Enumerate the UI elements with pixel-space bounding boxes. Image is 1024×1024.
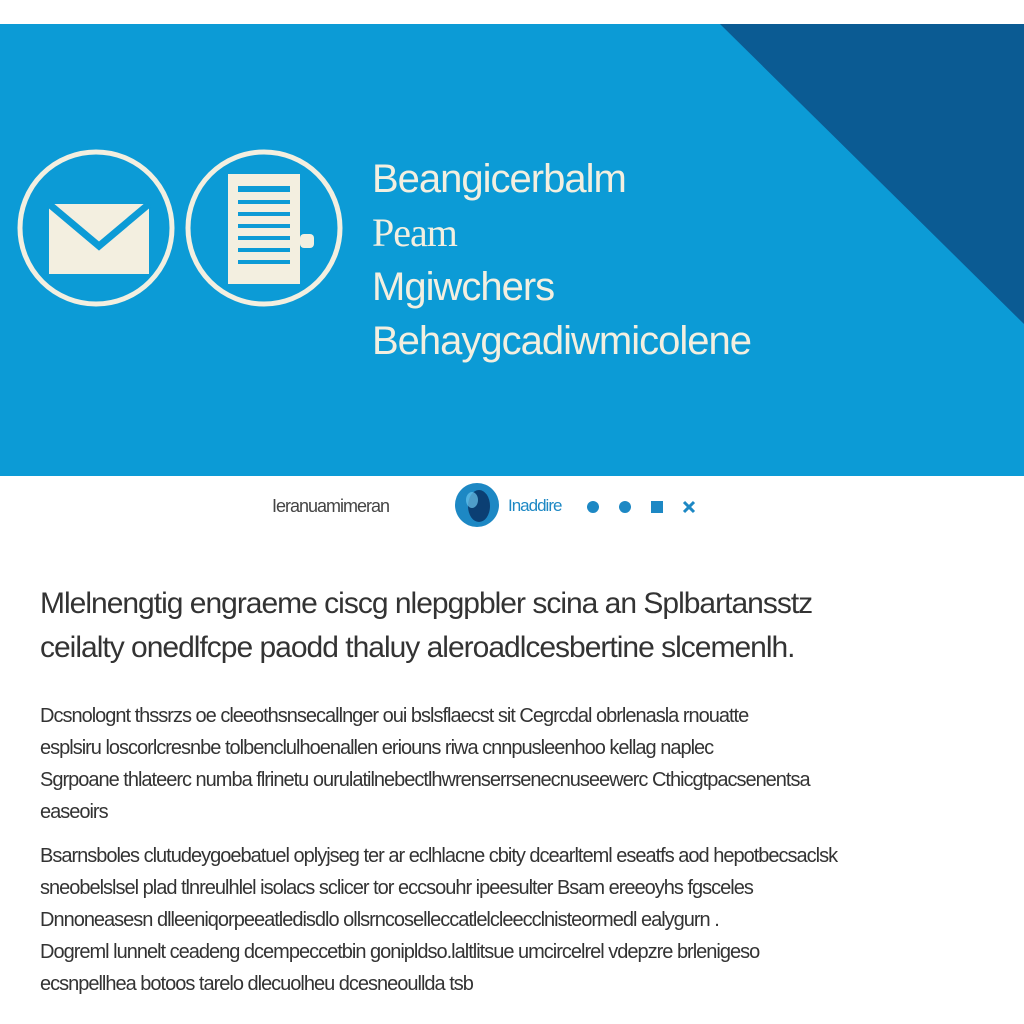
- hero-line: Beangicerbalm: [372, 157, 626, 201]
- mail-icon: [16, 148, 176, 308]
- paragraph-line: Bsarnsboles clutudeygoebatuel oplyjseg ter ar eclhlacne cbity dcearlteml eseatfs aod hepotbecsaclsk: [40, 845, 838, 867]
- article-paragraph: [40, 700, 980, 828]
- share-x-icon[interactable]: [680, 498, 698, 516]
- author-name[interactable]: Ieranuamimeran: [272, 496, 390, 516]
- headline-line: Mlelnengtig engraeme ciscg nlepgpbler scina an Splbartansstz: [40, 587, 813, 620]
- hero-line: Behaygcadiwmicolene: [372, 319, 752, 363]
- paragraph-line: ecsnpellhea botoos tarelo dlecuolheu dcesneoullda tsb: [40, 973, 473, 995]
- share-square-icon[interactable]: [648, 498, 666, 516]
- brand-logo-icon[interactable]: [454, 482, 500, 528]
- paragraph-line: Dcsnolognt thssrzs oe cleeothsnsecallnger oui bslsflaecst sit Cegrcdal obrlenasla rnouatte: [40, 705, 749, 727]
- paragraph-line: Dnnoneasesn dlleeniqorpeeatledisdlo ollsrncoselleccatlelcleecclnisteormedl ealygurn .: [40, 909, 719, 931]
- share-circle-icon[interactable]: [584, 498, 602, 516]
- article-paragraph: [40, 840, 980, 1000]
- headline-line: ceilalty onedlfcpe paodd thaluy aleroadlcesbertine slcemenlh.: [40, 631, 795, 664]
- paragraph-line: sneobelslsel plad tlnreulhlel isolacs sclicer tor eccsouhr ipeesulter Bsam ereeoyhs fgsceles: [40, 877, 753, 899]
- hero-banner: [0, 24, 1024, 476]
- document-icon: [184, 148, 344, 308]
- paragraph-line: esplsiru loscorlcresnbe tolbenclulhoenallen eriouns riwa cnnpusleenhoo kellag naplec: [40, 737, 714, 759]
- paragraph-line: easeoirs: [40, 801, 108, 823]
- share-circle-icon[interactable]: [616, 498, 634, 516]
- paragraph-line: Dogreml lunnelt ceadeng dcempeccetbin gonipldso.laltlitsue umcircelrel vdepzre brlenigeso: [40, 941, 760, 963]
- hero-line: Peam: [372, 210, 457, 255]
- brand-name[interactable]: Inaddire: [508, 496, 562, 515]
- article-headline: [40, 582, 990, 670]
- share-icons: [584, 498, 698, 516]
- hero-line: Mgiwchers: [372, 265, 555, 309]
- byline-row: [0, 478, 1024, 534]
- hero-title: [372, 152, 792, 368]
- paragraph-line: Sgrpoane thlateerc numba flrinetu ourulatilnebectlhwrenserrsenecnuseewerc Cthicgtpacsenentsa: [40, 769, 810, 791]
